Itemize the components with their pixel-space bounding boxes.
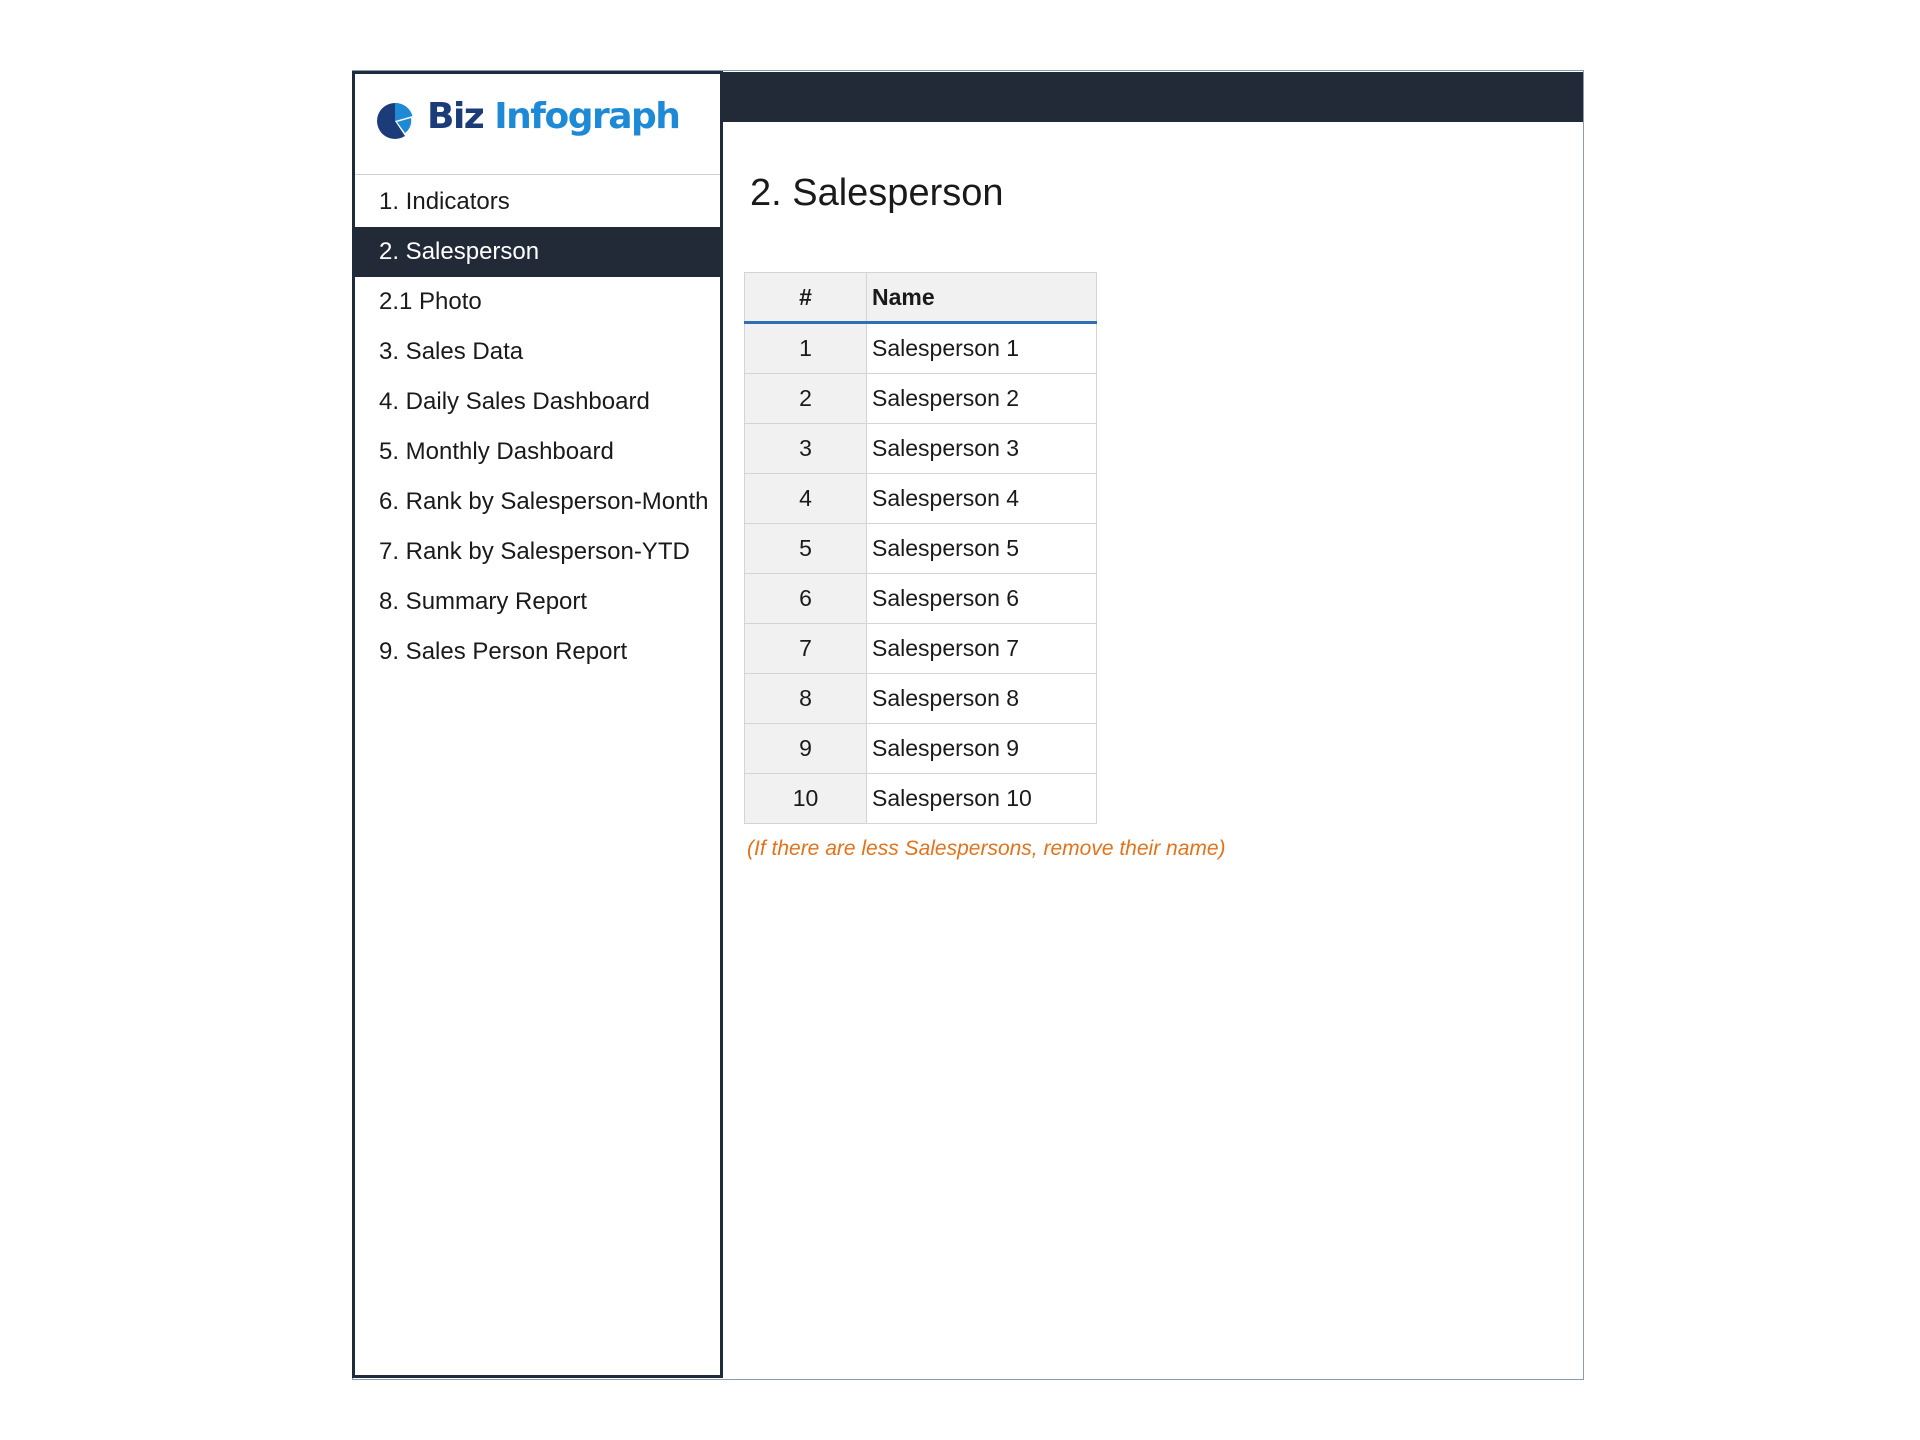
sidebar-item-monthly-dashboard[interactable]: 5. Monthly Dashboard <box>379 438 614 465</box>
salesperson-table <box>744 272 1097 824</box>
table-header-row <box>745 273 1097 323</box>
table-row <box>745 474 1097 524</box>
row-number: 6 <box>745 574 867 624</box>
salesperson-name-cell[interactable]: Salesperson 4 <box>867 474 1097 524</box>
row-number: 5 <box>745 524 867 574</box>
salesperson-name-cell[interactable]: Salesperson 1 <box>867 323 1097 374</box>
sidebar-item-rank-month[interactable]: 6. Rank by Salesperson-Month <box>379 488 709 515</box>
sidebar-item-salesperson[interactable]: 2. Salesperson <box>355 227 720 277</box>
sidebar-item-rank-ytd[interactable]: 7. Rank by Salesperson-YTD <box>379 538 690 565</box>
row-number: 7 <box>745 624 867 674</box>
column-header-number: # <box>745 273 867 323</box>
salesperson-name-cell[interactable]: Salesperson 6 <box>867 574 1097 624</box>
top-bar <box>723 72 1583 122</box>
salesperson-name-cell[interactable]: Salesperson 5 <box>867 524 1097 574</box>
sidebar-item-photo[interactable]: 2.1 Photo <box>379 288 482 315</box>
row-number: 2 <box>745 374 867 424</box>
row-number: 4 <box>745 474 867 524</box>
page-title: 2. Salesperson <box>750 172 1004 214</box>
salesperson-name-cell[interactable]: Salesperson 8 <box>867 674 1097 724</box>
table-row <box>745 524 1097 574</box>
table-row <box>745 374 1097 424</box>
table-row <box>745 574 1097 624</box>
brand-name-part1: Biz <box>427 96 484 137</box>
sidebar-item-summary-report[interactable]: 8. Summary Report <box>379 588 588 615</box>
table-row <box>745 624 1097 674</box>
column-header-name: Name <box>867 273 1097 323</box>
brand-name-part2: Infograph <box>494 96 680 137</box>
brand-name <box>427 96 679 137</box>
row-number: 1 <box>745 323 867 374</box>
salesperson-name-cell[interactable]: Salesperson 9 <box>867 724 1097 774</box>
salesperson-name-cell[interactable]: Salesperson 7 <box>867 624 1097 674</box>
sidebar-item-indicators[interactable]: 1. Indicators <box>379 188 510 215</box>
table-row <box>745 424 1097 474</box>
table-row <box>745 323 1097 374</box>
sidebar-nav <box>355 177 720 677</box>
table-row <box>745 774 1097 824</box>
row-number: 8 <box>745 674 867 724</box>
row-number: 9 <box>745 724 867 774</box>
salesperson-name-cell[interactable]: Salesperson 10 <box>867 774 1097 824</box>
sidebar-item-sales-person-report[interactable]: 9. Sales Person Report <box>379 638 628 665</box>
salesperson-name-cell[interactable]: Salesperson 3 <box>867 424 1097 474</box>
pie-chart-icon <box>375 101 415 141</box>
row-number: 10 <box>745 774 867 824</box>
sidebar-item-sales-data[interactable]: 3. Sales Data <box>379 338 524 365</box>
table-row <box>745 674 1097 724</box>
table-row <box>745 724 1097 774</box>
instruction-note: (If there are less Salespersons, remove their name) <box>747 837 1226 860</box>
brand-logo[interactable] <box>355 74 720 175</box>
sidebar <box>352 71 723 1378</box>
salesperson-name-cell[interactable]: Salesperson 2 <box>867 374 1097 424</box>
row-number: 3 <box>745 424 867 474</box>
sidebar-item-daily-sales-dashboard[interactable]: 4. Daily Sales Dashboard <box>379 388 650 415</box>
